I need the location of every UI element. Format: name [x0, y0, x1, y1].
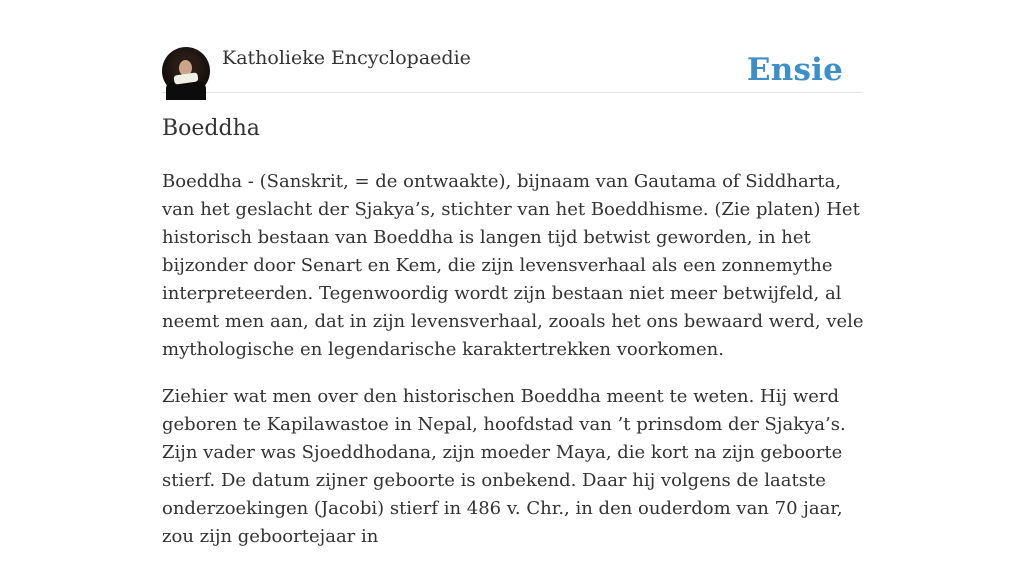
article-body: [162, 168, 867, 570]
site-header: [162, 46, 862, 93]
encyclopedia-name-link[interactable]: Katholieke Encyclopaedie: [222, 47, 471, 69]
ensie-logo-link[interactable]: Ensie: [746, 52, 843, 88]
article-paragraph: Boeddha - (Sanskrit, = de ontwaakte), bijnaam van Gautama of Siddharta, van het geslacht der Sjakya’s, stichter van het Boeddhisme. (Zie platen) Het historisch bestaan van Boeddha is langen tijd betwist geworden, in het bijzonder door Senart en Kem, die zijn levensverhaal als een zonnemythe interpreteerden. Tegenwoordig wordt zijn bestaan niet meer betwijfeld, al neemt men aan, dat in zijn levensverhaal, zooals het ons bewaard werd, vele mythologische en legendarische karaktertrekken voorkomen.: [162, 171, 864, 360]
encyclopedia-avatar[interactable]: [162, 47, 210, 95]
article-paragraph: Ziehier wat men over den historischen Boeddha meent te weten. Hij werd geboren te Kapilawastoe in Nepal, hoofdstad van ’t prinsdom der Sjakya’s. Zijn vader was Sjoeddhodana, zijn moeder Maya, die kort na zijn geboorte stierf. De datum zijner geboorte is onbekend. Daar hij volgens de laatste onderzoekingen (Jacobi) stierf in 486 v. Chr., in den ouderdom van 70 jaar, zou zijn geboortejaar in: [162, 386, 846, 547]
page-title: Boeddha: [162, 116, 260, 141]
